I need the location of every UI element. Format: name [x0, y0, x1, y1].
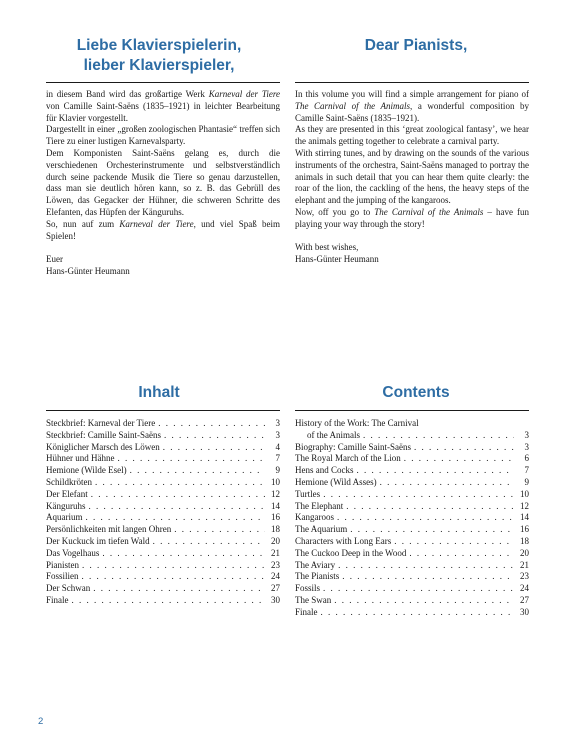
toc-entry-page: 23: [271, 559, 280, 570]
toc-entry-page: 24: [520, 583, 529, 594]
toc-entry: [46, 489, 280, 501]
toc-leader-dots: [117, 453, 265, 465]
toc-entry: [46, 418, 280, 430]
english-paragraph-4: [295, 207, 529, 231]
toc-entry-title: Das Vogelhaus: [46, 547, 100, 558]
toc-entry-page: 9: [275, 465, 280, 476]
toc-entry: [295, 442, 529, 454]
toc-leader-dots: [342, 571, 514, 583]
toc-entry: [46, 595, 280, 607]
toc-leader-dots: [130, 465, 265, 477]
toc-entry-page: 3: [524, 429, 529, 440]
english-signature: Hans-Günter Heumann: [295, 254, 379, 265]
toc-entry-page: 27: [520, 594, 529, 605]
toc-entry: [295, 524, 529, 536]
toc-entry-title: Fossilien: [46, 571, 79, 582]
toc-entry-page: 9: [524, 476, 529, 487]
toc-entry-title: Der Schwan: [46, 583, 91, 594]
toc-entry-page: 10: [520, 488, 529, 499]
toc-entry: [295, 453, 529, 465]
toc-entry-page: 14: [271, 500, 280, 511]
toc-entry-page: 23: [520, 571, 529, 582]
german-paragraph-1: [46, 89, 280, 124]
toc-leader-dots: [174, 524, 265, 536]
text-run: Now, off you go to: [295, 206, 375, 217]
toc-entry-title: of the Animals: [307, 429, 360, 440]
toc-leader-dots: [321, 607, 515, 619]
toc-entry-title: Pianisten: [46, 559, 79, 570]
toc-entry-page: 7: [275, 453, 280, 464]
german-heading-line-2: lieber Klavierspieler,: [83, 57, 235, 74]
toc-leader-dots: [163, 442, 265, 454]
toc-entry-page: 12: [271, 488, 280, 499]
toc-entry-page: 14: [520, 512, 529, 523]
toc-leader-dots: [72, 595, 266, 607]
toc-entry-title: Steckbrief: Karneval der Tiere: [46, 418, 156, 428]
german-toc-rule: [46, 410, 280, 411]
toc-entry-first-line: [295, 418, 529, 430]
toc-entry-title: Der Elefant: [46, 488, 88, 499]
toc-entry: [46, 442, 280, 454]
toc-entry: [295, 583, 529, 595]
toc-entry-page: 27: [271, 583, 280, 594]
toc-entry: [46, 560, 280, 572]
toc-entry-title: Der Kuckuck im tiefen Wald: [46, 535, 150, 546]
toc-entry: [295, 489, 529, 501]
toc-entry: [295, 501, 529, 513]
toc-leader-dots: [409, 548, 514, 560]
toc-entry-page: 24: [271, 571, 280, 582]
toc-entry-title: Hemione (Wild Asses): [295, 476, 377, 487]
toc-entry: [46, 571, 280, 583]
text-run: , und viel Spaß beim Spielen!: [46, 218, 280, 241]
toc-entry-title: Königlicher Marsch des Löwen: [46, 441, 160, 452]
english-paragraph-2: As they are presented in this ‘great zoological fantasy’, we hear the animals getting together to celebrate a carnival party.: [295, 124, 529, 147]
toc-entry-page: 20: [520, 547, 529, 558]
work-title-italic: Karneval der Tiere: [208, 89, 280, 99]
toc-leader-dots: [394, 536, 514, 548]
toc-entry: [295, 512, 529, 524]
toc-entry: [295, 560, 529, 572]
toc-leader-dots: [89, 501, 266, 513]
german-table-of-contents: [46, 418, 280, 607]
toc-leader-dots: [164, 430, 265, 442]
toc-entry-page: 21: [271, 547, 280, 558]
toc-entry-page: 3: [275, 429, 280, 440]
toc-entry-title: The Cuckoo Deep in the Wood: [295, 547, 407, 558]
toc-leader-dots: [350, 524, 514, 536]
toc-leader-dots: [82, 571, 265, 583]
toc-entry-page: 4: [275, 441, 280, 452]
toc-leader-dots: [93, 583, 265, 595]
toc-entry-page: 3: [524, 441, 529, 452]
text-run: In this volume you will find a simple arrangement for piano of: [295, 89, 529, 99]
toc-leader-dots: [82, 560, 265, 572]
toc-entry-page: 16: [520, 524, 529, 535]
toc-leader-dots: [102, 548, 265, 560]
toc-entry: [295, 595, 529, 607]
toc-leader-dots: [153, 536, 265, 548]
toc-leader-dots: [323, 489, 514, 501]
toc-entry-title: Fossils: [295, 583, 321, 594]
work-title-italic: The Carnival of the Animals: [374, 206, 484, 217]
toc-leader-dots: [414, 442, 514, 454]
english-heading-rule: [295, 82, 529, 83]
toc-entry: [295, 571, 529, 583]
german-toc-heading: Inhalt: [138, 384, 180, 401]
german-paragraph-2: Dargestellt in einer „großen zoologischen Phantasie“ treffen sich Tiere zu einer lustigen Karnevalsparty.: [46, 124, 280, 147]
toc-entry: [46, 512, 280, 524]
toc-leader-dots: [323, 583, 514, 595]
work-title-italic: The Carnival of the Animals: [295, 100, 411, 111]
toc-entry-page: 10: [271, 476, 280, 487]
german-paragraph-4: [46, 219, 280, 243]
text-run: So, nun auf zum: [46, 218, 120, 229]
toc-leader-dots: [91, 489, 265, 501]
toc-entry-page: 3: [275, 418, 280, 428]
toc-entry-title: History of the Work: The Carnival: [295, 418, 419, 428]
text-run: – have fun playing your way through the story!: [295, 206, 529, 229]
english-paragraph-3: With stirring tunes, and by drawing on the sounds of the various instruments of the orchestra, Saint-Saëns managed to portray the animals in such detail that you can hear them quite clearly: the roar of the lion, the cackling of the hens, the heavy steps of the elephant and the jumping of the kangaroos.: [295, 147, 529, 206]
toc-entry-title: Finale: [295, 606, 318, 617]
german-letter-heading: [38, 36, 280, 76]
toc-entry: [295, 465, 529, 477]
toc-entry-title: Steckbrief: Camille Saint-Saëns: [46, 429, 161, 440]
work-title-italic: Karneval der Tiere: [119, 218, 194, 229]
toc-entry-page: 16: [271, 512, 280, 523]
toc-entry-page: 30: [520, 606, 529, 617]
toc-entry: [295, 430, 529, 442]
english-paragraph-1: [295, 89, 529, 124]
toc-entry-title: Schildkröten: [46, 476, 92, 487]
toc-leader-dots: [158, 418, 265, 430]
toc-leader-dots: [86, 512, 266, 524]
toc-entry-page: 30: [271, 594, 280, 605]
toc-entry-title: Finale: [46, 594, 69, 605]
toc-entry-title: Biography: Camille Saint-Saëns: [295, 441, 411, 452]
toc-leader-dots: [334, 595, 514, 607]
toc-entry: [46, 583, 280, 595]
toc-leader-dots: [404, 453, 514, 465]
toc-entry-title: Kangaroos: [295, 512, 334, 523]
toc-leader-dots: [346, 501, 514, 513]
toc-entry-title: Characters with Long Ears: [295, 535, 392, 546]
german-paragraph-3: Dem Komponisten Saint-Saëns gelang es, durch die verschiedenen Orchesterinstrumente und selbstverständlich durch seine packende Musik die Tiere so genau darzustellen, dass man sie deutlich hören kann, so z. B. das Gebrüll des Löwen, das Gegacker der Hühner, die schweren Schritte des Elefanten, das Hüpfen der Känguruhs.: [46, 147, 280, 217]
toc-entry-title: Hühner und Hähne: [46, 453, 115, 464]
text-run: von Camille Saint-Saëns (1835–1921) in leichter Bearbeitung für Klavier vorgestellt.: [46, 100, 280, 123]
toc-entry: [46, 430, 280, 442]
english-letter-heading: Dear Pianists,: [364, 37, 468, 54]
text-run: , a wonderful composition by Camille Saint-Saëns (1835–1921).: [295, 100, 529, 123]
toc-entry-title: The Elephant: [295, 500, 344, 511]
toc-entry: [295, 548, 529, 560]
toc-entry-title: Turtles: [295, 488, 321, 499]
english-closing: With best wishes,: [295, 242, 359, 253]
toc-entry-title: The Pianists: [295, 571, 340, 582]
toc-entry-title: Hens and Cocks: [295, 465, 354, 476]
toc-leader-dots: [357, 465, 515, 477]
english-table-of-contents: [295, 418, 529, 619]
toc-entry-title: Aquarium: [46, 512, 83, 523]
toc-entry-title: The Royal March of the Lion: [295, 453, 401, 464]
toc-entry: [295, 536, 529, 548]
toc-entry: [295, 607, 529, 619]
toc-leader-dots: [337, 512, 514, 524]
german-signature: Hans-Günter Heumann: [46, 265, 130, 276]
toc-leader-dots: [338, 560, 514, 572]
toc-entry-title: Hemione (Wilde Esel): [46, 465, 127, 476]
toc-entry: [46, 465, 280, 477]
english-toc-heading: Contents: [382, 384, 450, 401]
toc-entry-page: 21: [520, 559, 529, 570]
toc-entry-title: Persönlichkeiten mit langen Ohren: [46, 524, 172, 535]
toc-leader-dots: [380, 477, 514, 489]
toc-entry-page: 18: [520, 535, 529, 546]
toc-leader-dots: [363, 430, 514, 442]
toc-entry: [46, 501, 280, 513]
toc-leader-dots: [95, 477, 265, 489]
german-heading-line-1: Liebe Klavierspielerin,: [76, 37, 242, 54]
toc-entry: [46, 536, 280, 548]
toc-entry: [46, 524, 280, 536]
toc-entry: [46, 477, 280, 489]
german-letter-body: [46, 89, 280, 278]
english-letter-body: [295, 89, 529, 266]
toc-entry-page: 6: [524, 453, 529, 464]
text-run: in diesem Band wird das großartige Werk: [46, 89, 209, 99]
toc-entry: [295, 477, 529, 489]
english-toc-rule: [295, 410, 529, 411]
toc-entry: [46, 548, 280, 560]
german-closing: Euer: [46, 254, 63, 265]
page-number: 2: [38, 716, 44, 727]
toc-entry-page: 7: [524, 465, 529, 476]
toc-entry-title: Känguruhs: [46, 500, 86, 511]
toc-entry-page: 20: [271, 535, 280, 546]
toc-entry-page: 12: [520, 500, 529, 511]
toc-entry-title: The Aquarium: [295, 524, 348, 535]
toc-entry-title: The Swan: [295, 594, 332, 605]
toc-entry-title: The Aviary: [295, 559, 336, 570]
toc-entry: [46, 453, 280, 465]
toc-entry-page: 18: [271, 524, 280, 535]
german-heading-rule: [46, 82, 280, 83]
